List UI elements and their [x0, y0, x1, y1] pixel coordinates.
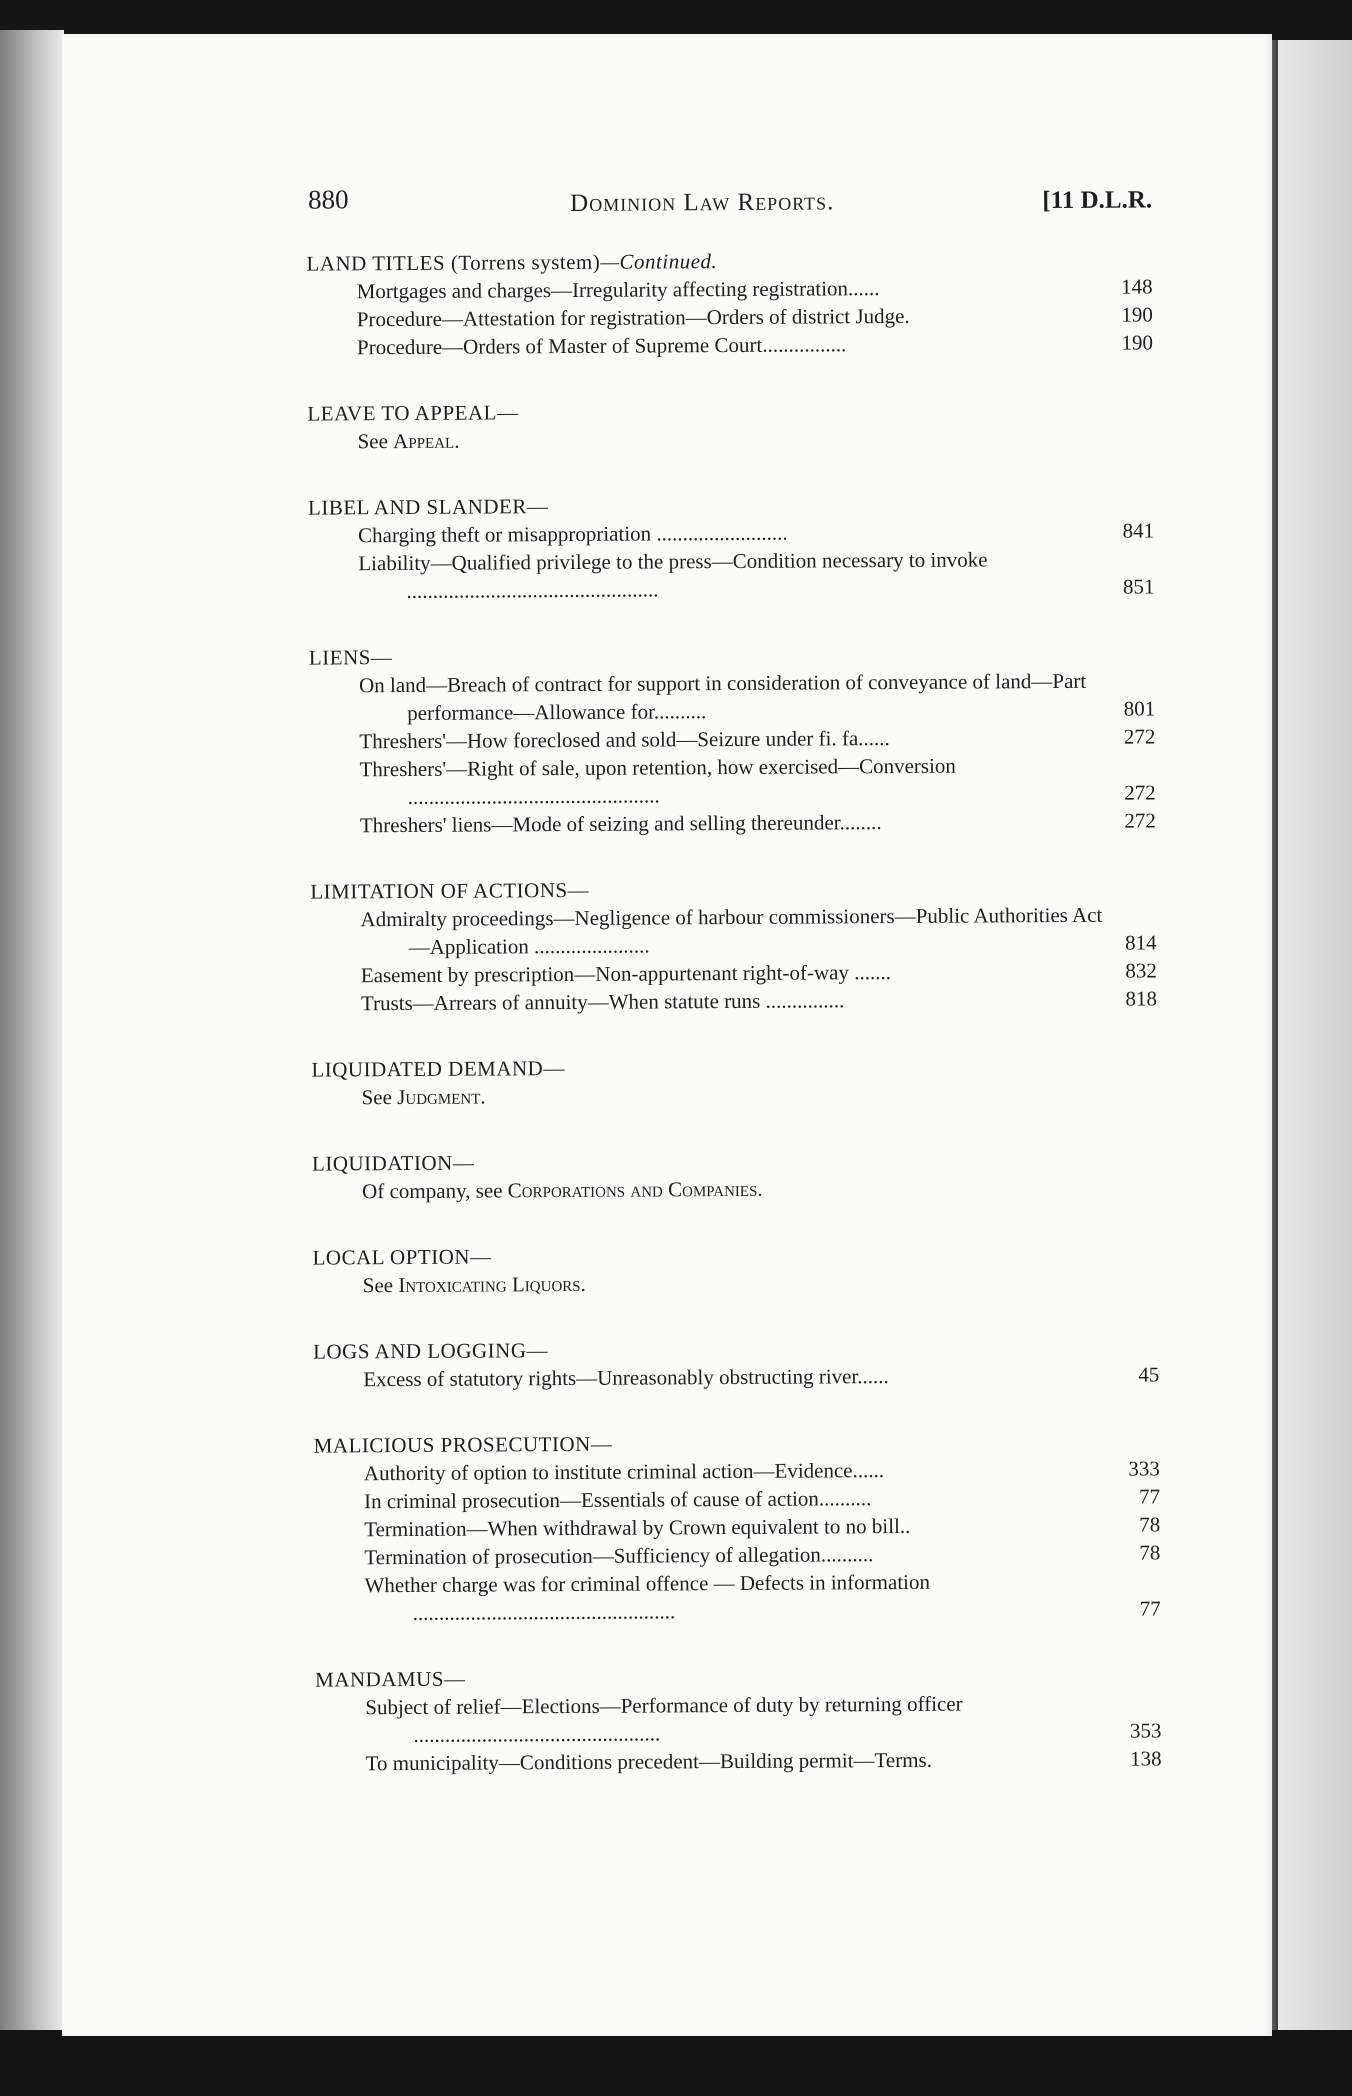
entry-text: To municipality—Conditions precedent—Building permit—Terms. — [365, 1747, 933, 1776]
entry-page: 851 — [1122, 574, 1155, 599]
entry-text: Termination of prosecution—Sufficiency of allegation.......... — [364, 1542, 874, 1570]
cross-reference: See Appeal. — [357, 428, 460, 454]
section-heading: MANDAMUS— — [315, 1666, 466, 1692]
entry-page: 272 — [1124, 780, 1156, 805]
index-entry — [241, 328, 1153, 362]
cross-reference-target: Judgment. — [397, 1084, 486, 1110]
entry-page: 333 — [1128, 1456, 1160, 1481]
entry-page: 841 — [1122, 518, 1155, 543]
index-entry — [248, 1566, 1160, 1628]
entry-page: 832 — [1125, 958, 1157, 983]
entry-page: 78 — [1139, 1540, 1161, 1565]
scan-left-edge — [0, 30, 64, 2096]
continued-label: —Continued. — [600, 249, 718, 274]
index-section-local-option — [246, 1238, 1158, 1300]
entry-page: 814 — [1125, 930, 1157, 955]
entry-page: 353 — [1129, 1718, 1162, 1743]
index-entry — [243, 750, 1155, 812]
entry-page: 272 — [1123, 724, 1156, 749]
entry-text: Trusts—Arrears of annuity—When statute runs ............... — [360, 988, 845, 1016]
entry-text: Threshers'—Right of sale, upon retention, how exercised—Conversion ................................................ — [359, 753, 956, 809]
section-heading: LEAVE TO APPEAL— — [307, 400, 519, 426]
facing-page-edge — [1278, 40, 1352, 2030]
entry-text: On land—Breach of contract for support in consideration of conveyance of land—Part performance—Allowance for.......... — [358, 668, 1087, 725]
index-entry — [247, 1360, 1159, 1394]
index-section-land-titles — [240, 244, 1153, 362]
section-heading: LAND TITLES (Torrens system)—Continued. — [306, 249, 718, 276]
index-entry — [243, 666, 1155, 728]
section-heading: LIMITATION OF ACTIONS— — [310, 877, 590, 904]
entry-page: 272 — [1124, 808, 1156, 833]
scan-bottom-border — [0, 2030, 1352, 2096]
entry-text: Liability—Qualified privilege to the press—Condition necessary to invoke ................................................ — [358, 547, 988, 603]
entry-text: Whether charge was for criminal offence — Defects in information .................................................. — [364, 1569, 931, 1625]
entry-text: Mortgages and charges—Irregularity affecting registration...... — [356, 276, 880, 304]
entry-text: Procedure—Attestation for registration—Orders of district Judge. — [356, 303, 910, 332]
section-heading: LOCAL OPTION— — [312, 1244, 492, 1270]
cross-reference-target: Intoxicating Liquors. — [398, 1271, 586, 1298]
index-section-malicious-prosecution — [248, 1426, 1161, 1628]
index-entry — [244, 900, 1156, 962]
index-section-mandamus — [249, 1660, 1162, 1778]
entry-page: 818 — [1125, 986, 1158, 1011]
entry-text: Excess of statutory rights—Unreasonably obstructing river...... — [363, 1364, 889, 1392]
entry-page: 801 — [1123, 696, 1156, 721]
entry-page: 77 — [1138, 1484, 1161, 1509]
index-section-liquidated-demand — [245, 1050, 1157, 1112]
page-number: 880 — [307, 184, 349, 215]
entry-text: Threshers'—How foreclosed and sold—Seizure under fi. fa...... — [359, 726, 890, 754]
entry-text: Threshers' liens—Mode of seizing and selling thereunder........ — [359, 810, 882, 838]
index-section-libel-and-slander — [242, 488, 1155, 606]
entry-text: Termination—When withdrawal by Crown equivalent to no bill.. — [364, 1513, 911, 1542]
entry-page: 77 — [1139, 1596, 1161, 1621]
index-section-liquidation — [246, 1144, 1158, 1206]
entry-text: Charging theft or misappropriation ......................... — [358, 520, 788, 548]
section-heading: LIENS— — [308, 645, 393, 670]
entry-text: Procedure—Orders of Master of Supreme Court................ — [356, 332, 847, 360]
cross-reference-target: Corporations and Companies. — [507, 1176, 763, 1203]
running-header — [240, 180, 1152, 232]
cross-reference: See Judgment. — [361, 1084, 486, 1110]
index-section-leave-to-appeal — [241, 394, 1153, 456]
entry-text: Easement by prescription—Non-appurtenant right-of-way ....... — [360, 960, 891, 988]
entry-text: Subject of relief—Elections—Performance of duty by returning officer ............................................... — [365, 1691, 963, 1747]
entry-page: 148 — [1121, 274, 1153, 299]
index-entry — [245, 984, 1157, 1018]
section-heading: LIBEL AND SLANDER— — [307, 494, 549, 520]
entry-text: In criminal prosecution—Essentials of cause of action.......... — [363, 1486, 872, 1514]
entry-page: 190 — [1121, 330, 1154, 355]
cross-reference: Of company, see Corporations and Companies. — [362, 1176, 763, 1204]
cross-reference: See Intoxicating Liquors. — [362, 1271, 586, 1298]
entry-page: 78 — [1139, 1512, 1161, 1537]
section-heading: LIQUIDATION— — [311, 1150, 475, 1176]
entry-page: 45 — [1138, 1362, 1160, 1387]
entry-text: Admiralty proceedings—Negligence of harbour commissioners—Public Authorities Act—Application ...................... — [360, 902, 1103, 959]
section-heading: MALICIOUS PROSECUTION— — [313, 1431, 613, 1458]
index-content — [240, 180, 1162, 1816]
index-section-limitation-of-actions — [244, 872, 1157, 1018]
index-entry — [244, 806, 1156, 840]
volume-reference: [11 D.L.R. — [1042, 186, 1153, 215]
cross-reference-target: Appeal. — [393, 428, 460, 454]
index-entry — [249, 1688, 1161, 1750]
running-title: Dominion Law Reports. — [570, 188, 835, 217]
entry-text: Authority of option to institute criminal action—Evidence...... — [363, 1458, 885, 1486]
index-entry — [242, 544, 1154, 606]
index-entry — [250, 1744, 1162, 1778]
section-heading: LOGS AND LOGGING— — [313, 1338, 549, 1364]
entry-page: 138 — [1130, 1746, 1162, 1771]
entry-page: 190 — [1121, 302, 1153, 327]
section-heading: LIQUIDATED DEMAND— — [311, 1056, 565, 1082]
index-section-logs-and-logging — [247, 1332, 1159, 1394]
index-section-liens — [243, 638, 1156, 840]
